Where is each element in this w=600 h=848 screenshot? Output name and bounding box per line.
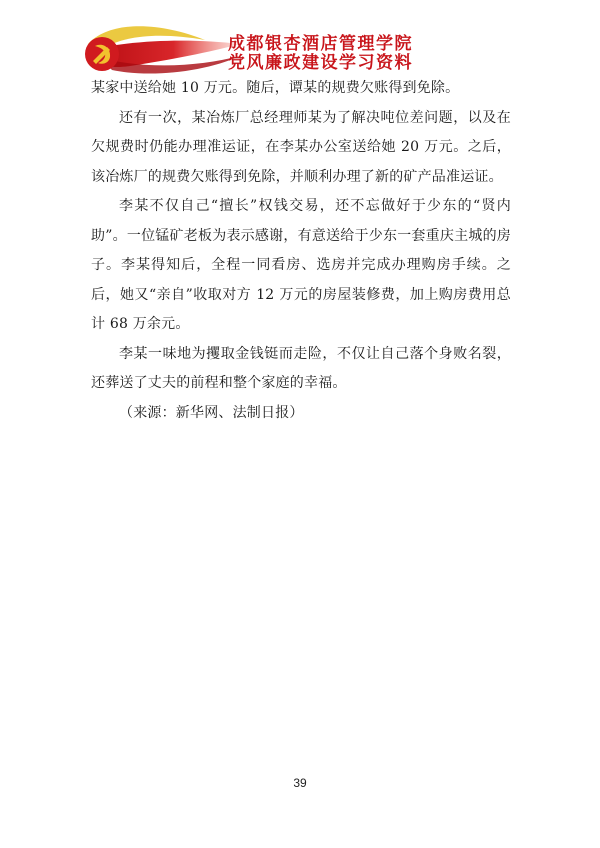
page-header [0,0,600,80]
document-body [91,74,511,428]
header-title-line1: 成都银杏酒店管理学院 [228,34,413,54]
source-citation: （来源：新华网、法制日报） [119,404,304,421]
header-title-line2: 党风廉政建设学习资料 [228,53,413,73]
paragraph-1: 某家中送给她 10 万元。随后，谭某的规费欠账得到免除。 [91,80,460,96]
paragraph-2: 还有一次，某冶炼厂总经理师某为了解决吨位差问题，以及在欠规费时仍能办理准运证，在李某办公室送给她 20 万元。之后，该冶炼厂的规费欠账得到免除，并顺利办理了新的矿产品准运证。 [91,109,511,185]
page-number: 39 [293,776,307,790]
party-emblem-icon [82,34,122,74]
paragraph-4: 李某一味地为攫取金钱铤而走险，不仅让自己落个身败名裂，还葬送了丈夫的前程和整个家庭的幸福。 [91,345,511,391]
paragraph-3: 李某不仅自己“擅长”权钱交易，还不忘做好于少东的“贤内助”。一位锰矿老板为表示感谢，有意送给于少东一套重庆主城的房子。李某得知后，全程一同看房、选房并完成办理购房手续。之后，她又“亲自”收取对方 12 万元的房屋装修费，加上购房费用总计 68 万余元。 [91,198,511,332]
